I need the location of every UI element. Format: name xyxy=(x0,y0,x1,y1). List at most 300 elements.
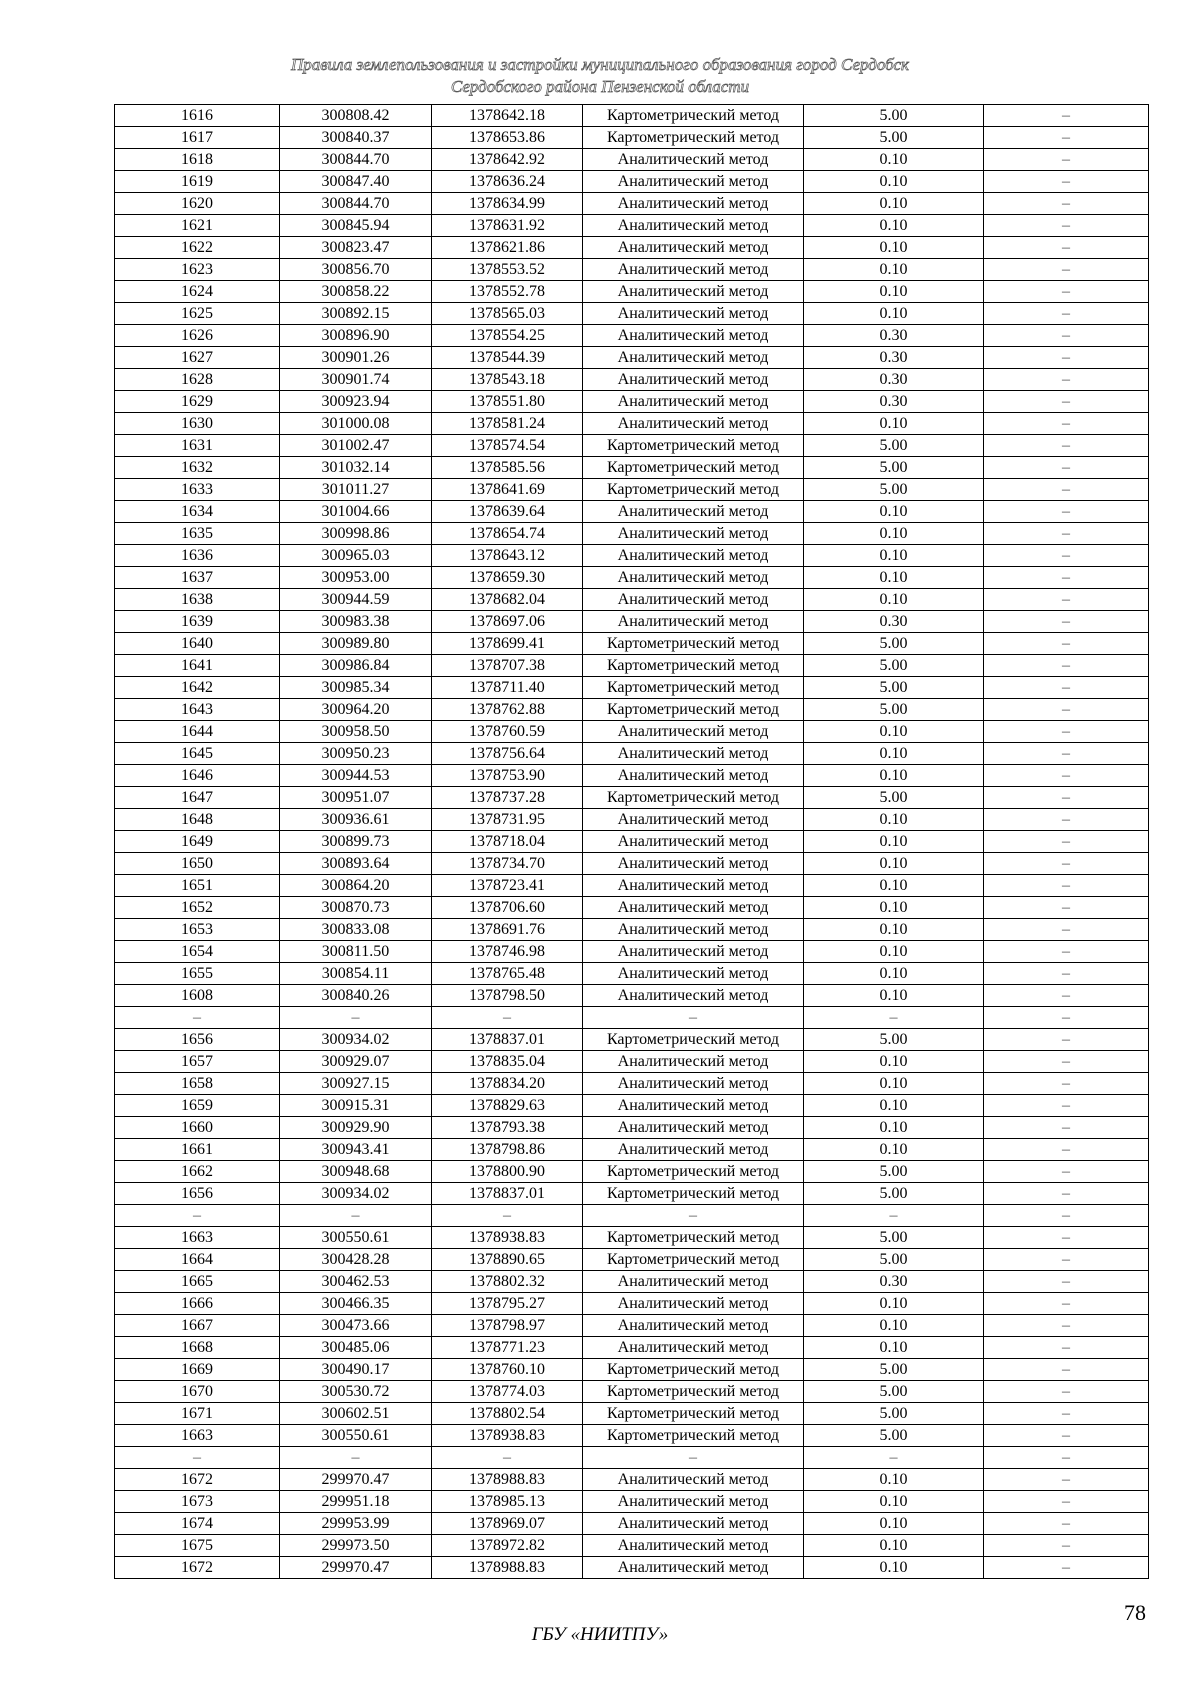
x-coordinate-cell: 300934.02 xyxy=(280,1029,432,1051)
table-row xyxy=(115,171,1149,193)
note-cell: – xyxy=(984,743,1149,765)
y-coordinate-cell: 1378699.41 xyxy=(432,633,583,655)
y-coordinate-cell: 1378653.86 xyxy=(432,127,583,149)
x-coordinate-cell: 300473.66 xyxy=(280,1315,432,1337)
y-coordinate-cell: 1378746.98 xyxy=(432,941,583,963)
x-coordinate-cell: 300845.94 xyxy=(280,215,432,237)
note-cell: – xyxy=(984,215,1149,237)
method-cell: Аналитический метод xyxy=(583,963,804,985)
note-cell: – xyxy=(984,369,1149,391)
accuracy-cell: 5.00 xyxy=(804,1029,984,1051)
note-cell: – xyxy=(984,677,1149,699)
table-row xyxy=(115,149,1149,171)
table-row xyxy=(115,1205,1149,1227)
x-coordinate-cell: 300951.07 xyxy=(280,787,432,809)
accuracy-cell: 5.00 xyxy=(804,457,984,479)
method-cell: Аналитический метод xyxy=(583,831,804,853)
method-cell: Картометрический метод xyxy=(583,479,804,501)
note-cell: – xyxy=(984,765,1149,787)
point-number-cell: 1664 xyxy=(115,1249,280,1271)
table-row xyxy=(115,1469,1149,1491)
coordinates-table xyxy=(114,104,1149,1579)
method-cell: – xyxy=(583,1205,804,1227)
point-number-cell: 1616 xyxy=(115,105,280,127)
accuracy-cell: 0.30 xyxy=(804,391,984,413)
x-coordinate-cell: 300854.11 xyxy=(280,963,432,985)
method-cell: Аналитический метод xyxy=(583,1337,804,1359)
y-coordinate-cell: – xyxy=(432,1205,583,1227)
y-coordinate-cell: 1378642.18 xyxy=(432,105,583,127)
y-coordinate-cell: 1378544.39 xyxy=(432,347,583,369)
point-number-cell: 1656 xyxy=(115,1183,280,1205)
accuracy-cell: 0.30 xyxy=(804,325,984,347)
method-cell: Картометрический метод xyxy=(583,1403,804,1425)
accuracy-cell: 0.10 xyxy=(804,721,984,743)
note-cell: – xyxy=(984,963,1149,985)
x-coordinate-cell: 300840.37 xyxy=(280,127,432,149)
y-coordinate-cell: 1378834.20 xyxy=(432,1073,583,1095)
method-cell: Аналитический метод xyxy=(583,303,804,325)
y-coordinate-cell: 1378756.64 xyxy=(432,743,583,765)
method-cell: Аналитический метод xyxy=(583,919,804,941)
table-row xyxy=(115,589,1149,611)
accuracy-cell: 0.10 xyxy=(804,589,984,611)
table-row xyxy=(115,633,1149,655)
y-coordinate-cell: 1378798.86 xyxy=(432,1139,583,1161)
point-number-cell: 1619 xyxy=(115,171,280,193)
method-cell: Картометрический метод xyxy=(583,1359,804,1381)
method-cell: Картометрический метод xyxy=(583,699,804,721)
table-row xyxy=(115,1337,1149,1359)
table-row xyxy=(115,1117,1149,1139)
table-row xyxy=(115,105,1149,127)
point-number-cell: – xyxy=(115,1447,280,1469)
table-row xyxy=(115,677,1149,699)
method-cell: Аналитический метод xyxy=(583,853,804,875)
table-row xyxy=(115,1381,1149,1403)
point-number-cell: 1672 xyxy=(115,1469,280,1491)
y-coordinate-cell: 1378641.69 xyxy=(432,479,583,501)
accuracy-cell: 0.10 xyxy=(804,1513,984,1535)
accuracy-cell: 0.10 xyxy=(804,963,984,985)
x-coordinate-cell: 300844.70 xyxy=(280,149,432,171)
point-number-cell: 1632 xyxy=(115,457,280,479)
note-cell: – xyxy=(984,1557,1149,1579)
x-coordinate-cell: 300964.20 xyxy=(280,699,432,721)
accuracy-cell: 0.30 xyxy=(804,347,984,369)
accuracy-cell: – xyxy=(804,1205,984,1227)
point-number-cell: 1651 xyxy=(115,875,280,897)
table-row xyxy=(115,325,1149,347)
note-cell: – xyxy=(984,787,1149,809)
point-number-cell: 1672 xyxy=(115,1557,280,1579)
y-coordinate-cell: 1378552.78 xyxy=(432,281,583,303)
table-row xyxy=(115,1491,1149,1513)
point-number-cell: 1661 xyxy=(115,1139,280,1161)
table-row xyxy=(115,193,1149,215)
accuracy-cell: 0.10 xyxy=(804,1337,984,1359)
table-row xyxy=(115,1161,1149,1183)
table-row xyxy=(115,1183,1149,1205)
note-cell: – xyxy=(984,721,1149,743)
point-number-cell: 1652 xyxy=(115,897,280,919)
page-number: 78 xyxy=(1124,1600,1146,1625)
y-coordinate-cell: 1378760.10 xyxy=(432,1359,583,1381)
x-coordinate-cell: 300893.64 xyxy=(280,853,432,875)
accuracy-cell: 0.10 xyxy=(804,237,984,259)
point-number-cell: 1629 xyxy=(115,391,280,413)
x-coordinate-cell: 301000.08 xyxy=(280,413,432,435)
point-number-cell: 1626 xyxy=(115,325,280,347)
note-cell: – xyxy=(984,1491,1149,1513)
y-coordinate-cell: 1378707.38 xyxy=(432,655,583,677)
accuracy-cell: 0.10 xyxy=(804,171,984,193)
note-cell: – xyxy=(984,985,1149,1007)
x-coordinate-cell: 300847.40 xyxy=(280,171,432,193)
y-coordinate-cell: 1378988.83 xyxy=(432,1557,583,1579)
note-cell: – xyxy=(984,853,1149,875)
x-coordinate-cell: 300943.41 xyxy=(280,1139,432,1161)
point-number-cell: 1665 xyxy=(115,1271,280,1293)
point-number-cell: 1634 xyxy=(115,501,280,523)
y-coordinate-cell: 1378890.65 xyxy=(432,1249,583,1271)
x-coordinate-cell: 301002.47 xyxy=(280,435,432,457)
y-coordinate-cell: 1378753.90 xyxy=(432,765,583,787)
x-coordinate-cell: 300929.90 xyxy=(280,1117,432,1139)
note-cell: – xyxy=(984,1425,1149,1447)
accuracy-cell: 0.30 xyxy=(804,369,984,391)
note-cell: – xyxy=(984,259,1149,281)
header-line-2: Сердобского района Пензенской области xyxy=(450,77,750,96)
accuracy-cell: 0.10 xyxy=(804,875,984,897)
table-row xyxy=(115,853,1149,875)
accuracy-cell: 0.30 xyxy=(804,611,984,633)
point-number-cell: 1660 xyxy=(115,1117,280,1139)
x-coordinate-cell: 299951.18 xyxy=(280,1491,432,1513)
table-row xyxy=(115,369,1149,391)
note-cell: – xyxy=(984,1095,1149,1117)
point-number-cell: 1630 xyxy=(115,413,280,435)
accuracy-cell: 5.00 xyxy=(804,1359,984,1381)
accuracy-cell: 0.10 xyxy=(804,1469,984,1491)
running-header xyxy=(0,54,1200,98)
y-coordinate-cell: – xyxy=(432,1007,583,1029)
accuracy-cell: 0.10 xyxy=(804,1117,984,1139)
table-row xyxy=(115,1007,1149,1029)
accuracy-cell: 0.10 xyxy=(804,1491,984,1513)
method-cell: Картометрический метод xyxy=(583,1161,804,1183)
table-row xyxy=(115,413,1149,435)
note-cell: – xyxy=(984,567,1149,589)
table-row xyxy=(115,743,1149,765)
note-cell: – xyxy=(984,897,1149,919)
y-coordinate-cell: 1378737.28 xyxy=(432,787,583,809)
table-row xyxy=(115,963,1149,985)
y-coordinate-cell: 1378800.90 xyxy=(432,1161,583,1183)
accuracy-cell: 0.10 xyxy=(804,215,984,237)
table-row xyxy=(115,919,1149,941)
x-coordinate-cell: 300811.50 xyxy=(280,941,432,963)
accuracy-cell: 0.10 xyxy=(804,831,984,853)
x-coordinate-cell: 300485.06 xyxy=(280,1337,432,1359)
table-row xyxy=(115,1513,1149,1535)
note-cell: – xyxy=(984,1293,1149,1315)
note-cell: – xyxy=(984,1513,1149,1535)
y-coordinate-cell: 1378642.92 xyxy=(432,149,583,171)
accuracy-cell: 5.00 xyxy=(804,1381,984,1403)
x-coordinate-cell: 300985.34 xyxy=(280,677,432,699)
point-number-cell: 1663 xyxy=(115,1425,280,1447)
note-cell: – xyxy=(984,1227,1149,1249)
point-number-cell: 1650 xyxy=(115,853,280,875)
table-row xyxy=(115,457,1149,479)
point-number-cell: 1635 xyxy=(115,523,280,545)
point-number-cell: 1657 xyxy=(115,1051,280,1073)
table-row xyxy=(115,985,1149,1007)
point-number-cell: 1644 xyxy=(115,721,280,743)
method-cell: Аналитический метод xyxy=(583,611,804,633)
accuracy-cell: 0.10 xyxy=(804,567,984,589)
table-row xyxy=(115,655,1149,677)
x-coordinate-cell: 300948.68 xyxy=(280,1161,432,1183)
point-number-cell: 1655 xyxy=(115,963,280,985)
y-coordinate-cell: 1378938.83 xyxy=(432,1227,583,1249)
x-coordinate-cell: 300901.74 xyxy=(280,369,432,391)
note-cell: – xyxy=(984,347,1149,369)
note-cell: – xyxy=(984,589,1149,611)
method-cell: Аналитический метод xyxy=(583,215,804,237)
y-coordinate-cell: 1378659.30 xyxy=(432,567,583,589)
x-coordinate-cell: 300929.07 xyxy=(280,1051,432,1073)
point-number-cell: 1627 xyxy=(115,347,280,369)
accuracy-cell: 0.10 xyxy=(804,1315,984,1337)
point-number-cell: 1674 xyxy=(115,1513,280,1535)
x-coordinate-cell: 300428.28 xyxy=(280,1249,432,1271)
accuracy-cell: 0.10 xyxy=(804,765,984,787)
accuracy-cell: 0.10 xyxy=(804,1293,984,1315)
accuracy-cell: 0.10 xyxy=(804,149,984,171)
note-cell: – xyxy=(984,303,1149,325)
point-number-cell: 1670 xyxy=(115,1381,280,1403)
x-coordinate-cell: 300844.70 xyxy=(280,193,432,215)
note-cell: – xyxy=(984,655,1149,677)
point-number-cell: 1645 xyxy=(115,743,280,765)
method-cell: Картометрический метод xyxy=(583,127,804,149)
y-coordinate-cell: 1378621.86 xyxy=(432,237,583,259)
y-coordinate-cell: 1378543.18 xyxy=(432,369,583,391)
accuracy-cell: 5.00 xyxy=(804,633,984,655)
method-cell: Аналитический метод xyxy=(583,149,804,171)
note-cell: – xyxy=(984,699,1149,721)
y-coordinate-cell: 1378553.52 xyxy=(432,259,583,281)
x-coordinate-cell: 300550.61 xyxy=(280,1227,432,1249)
accuracy-cell: 5.00 xyxy=(804,435,984,457)
note-cell: – xyxy=(984,831,1149,853)
point-number-cell: 1668 xyxy=(115,1337,280,1359)
point-number-cell: 1656 xyxy=(115,1029,280,1051)
note-cell: – xyxy=(984,1249,1149,1271)
note-cell: – xyxy=(984,1403,1149,1425)
x-coordinate-cell: 300823.47 xyxy=(280,237,432,259)
table-row xyxy=(115,765,1149,787)
table-row xyxy=(115,545,1149,567)
table-row xyxy=(115,1227,1149,1249)
method-cell: Картометрический метод xyxy=(583,105,804,127)
point-number-cell: 1618 xyxy=(115,149,280,171)
y-coordinate-cell: 1378654.74 xyxy=(432,523,583,545)
x-coordinate-cell: 300602.51 xyxy=(280,1403,432,1425)
point-number-cell: 1617 xyxy=(115,127,280,149)
y-coordinate-cell: 1378793.38 xyxy=(432,1117,583,1139)
x-coordinate-cell: 300490.17 xyxy=(280,1359,432,1381)
y-coordinate-cell: 1378631.92 xyxy=(432,215,583,237)
note-cell: – xyxy=(984,809,1149,831)
accuracy-cell: 5.00 xyxy=(804,105,984,127)
point-number-cell: 1675 xyxy=(115,1535,280,1557)
accuracy-cell: 0.10 xyxy=(804,743,984,765)
method-cell: Аналитический метод xyxy=(583,523,804,545)
header-line-1: Правила землепользования и застройки муниципального образования город Сердобск xyxy=(290,55,909,74)
point-number-cell: 1659 xyxy=(115,1095,280,1117)
method-cell: Аналитический метод xyxy=(583,1513,804,1535)
table-row xyxy=(115,1403,1149,1425)
accuracy-cell: 0.10 xyxy=(804,809,984,831)
method-cell: Аналитический метод xyxy=(583,281,804,303)
accuracy-cell: 0.10 xyxy=(804,897,984,919)
x-coordinate-cell: 299970.47 xyxy=(280,1469,432,1491)
method-cell: Картометрический метод xyxy=(583,1227,804,1249)
point-number-cell: 1654 xyxy=(115,941,280,963)
point-number-cell: 1653 xyxy=(115,919,280,941)
note-cell: – xyxy=(984,325,1149,347)
x-coordinate-cell: 300899.73 xyxy=(280,831,432,853)
method-cell: Картометрический метод xyxy=(583,1381,804,1403)
point-number-cell: 1623 xyxy=(115,259,280,281)
method-cell: Аналитический метод xyxy=(583,259,804,281)
y-coordinate-cell: 1378691.76 xyxy=(432,919,583,941)
note-cell: – xyxy=(984,457,1149,479)
point-number-cell: 1638 xyxy=(115,589,280,611)
method-cell: Аналитический метод xyxy=(583,347,804,369)
x-coordinate-cell: 300840.26 xyxy=(280,985,432,1007)
point-number-cell: 1641 xyxy=(115,655,280,677)
x-coordinate-cell: 300944.59 xyxy=(280,589,432,611)
table-row xyxy=(115,1073,1149,1095)
method-cell: Аналитический метод xyxy=(583,1139,804,1161)
table-row xyxy=(115,281,1149,303)
table-row xyxy=(115,897,1149,919)
table-row xyxy=(115,523,1149,545)
x-coordinate-cell: 300944.53 xyxy=(280,765,432,787)
method-cell: Аналитический метод xyxy=(583,765,804,787)
method-cell: Аналитический метод xyxy=(583,1315,804,1337)
y-coordinate-cell: 1378938.83 xyxy=(432,1425,583,1447)
table-row xyxy=(115,1293,1149,1315)
note-cell: – xyxy=(984,1469,1149,1491)
accuracy-cell: 0.10 xyxy=(804,193,984,215)
accuracy-cell: 5.00 xyxy=(804,699,984,721)
accuracy-cell: 5.00 xyxy=(804,677,984,699)
method-cell: Аналитический метод xyxy=(583,369,804,391)
method-cell: Аналитический метод xyxy=(583,391,804,413)
x-coordinate-cell: – xyxy=(280,1205,432,1227)
point-number-cell: 1648 xyxy=(115,809,280,831)
table-row xyxy=(115,721,1149,743)
method-cell: Аналитический метод xyxy=(583,1469,804,1491)
method-cell: Аналитический метод xyxy=(583,193,804,215)
y-coordinate-cell: 1378969.07 xyxy=(432,1513,583,1535)
table-row xyxy=(115,875,1149,897)
y-coordinate-cell: 1378798.97 xyxy=(432,1315,583,1337)
x-coordinate-cell: 300986.84 xyxy=(280,655,432,677)
point-number-cell: 1671 xyxy=(115,1403,280,1425)
point-number-cell: 1669 xyxy=(115,1359,280,1381)
method-cell: Аналитический метод xyxy=(583,1557,804,1579)
y-coordinate-cell: 1378551.80 xyxy=(432,391,583,413)
table-row xyxy=(115,787,1149,809)
method-cell: Аналитический метод xyxy=(583,809,804,831)
table-row xyxy=(115,611,1149,633)
x-coordinate-cell: 300901.26 xyxy=(280,347,432,369)
method-cell: Аналитический метод xyxy=(583,325,804,347)
point-number-cell: 1649 xyxy=(115,831,280,853)
method-cell: Картометрический метод xyxy=(583,435,804,457)
accuracy-cell: 5.00 xyxy=(804,655,984,677)
x-coordinate-cell: 300998.86 xyxy=(280,523,432,545)
note-cell: – xyxy=(984,1337,1149,1359)
y-coordinate-cell: 1378760.59 xyxy=(432,721,583,743)
method-cell: Аналитический метод xyxy=(583,897,804,919)
x-coordinate-cell: – xyxy=(280,1007,432,1029)
table-row xyxy=(115,479,1149,501)
note-cell: – xyxy=(984,1315,1149,1337)
x-coordinate-cell: 300870.73 xyxy=(280,897,432,919)
accuracy-cell: 0.10 xyxy=(804,259,984,281)
y-coordinate-cell: 1378765.48 xyxy=(432,963,583,985)
note-cell: – xyxy=(984,193,1149,215)
y-coordinate-cell: 1378585.56 xyxy=(432,457,583,479)
point-number-cell: 1608 xyxy=(115,985,280,1007)
y-coordinate-cell: 1378734.70 xyxy=(432,853,583,875)
accuracy-cell: 5.00 xyxy=(804,1183,984,1205)
note-cell: – xyxy=(984,479,1149,501)
note-cell: – xyxy=(984,1073,1149,1095)
note-cell: – xyxy=(984,237,1149,259)
coordinates-table-body xyxy=(115,105,1149,1579)
table-row xyxy=(115,699,1149,721)
x-coordinate-cell: 300550.61 xyxy=(280,1425,432,1447)
accuracy-cell: 5.00 xyxy=(804,1227,984,1249)
table-row xyxy=(115,1359,1149,1381)
method-cell: Аналитический метод xyxy=(583,1535,804,1557)
note-cell: – xyxy=(984,413,1149,435)
note-cell: – xyxy=(984,1535,1149,1557)
x-coordinate-cell: 299953.99 xyxy=(280,1513,432,1535)
point-number-cell: – xyxy=(115,1205,280,1227)
y-coordinate-cell: 1378771.23 xyxy=(432,1337,583,1359)
method-cell: Картометрический метод xyxy=(583,457,804,479)
accuracy-cell: 0.10 xyxy=(804,1073,984,1095)
note-cell: – xyxy=(984,435,1149,457)
y-coordinate-cell: 1378802.32 xyxy=(432,1271,583,1293)
x-coordinate-cell: 300466.35 xyxy=(280,1293,432,1315)
point-number-cell: 1642 xyxy=(115,677,280,699)
x-coordinate-cell: 300989.80 xyxy=(280,633,432,655)
table-row xyxy=(115,941,1149,963)
accuracy-cell: 5.00 xyxy=(804,787,984,809)
x-coordinate-cell: 300808.42 xyxy=(280,105,432,127)
point-number-cell: 1628 xyxy=(115,369,280,391)
